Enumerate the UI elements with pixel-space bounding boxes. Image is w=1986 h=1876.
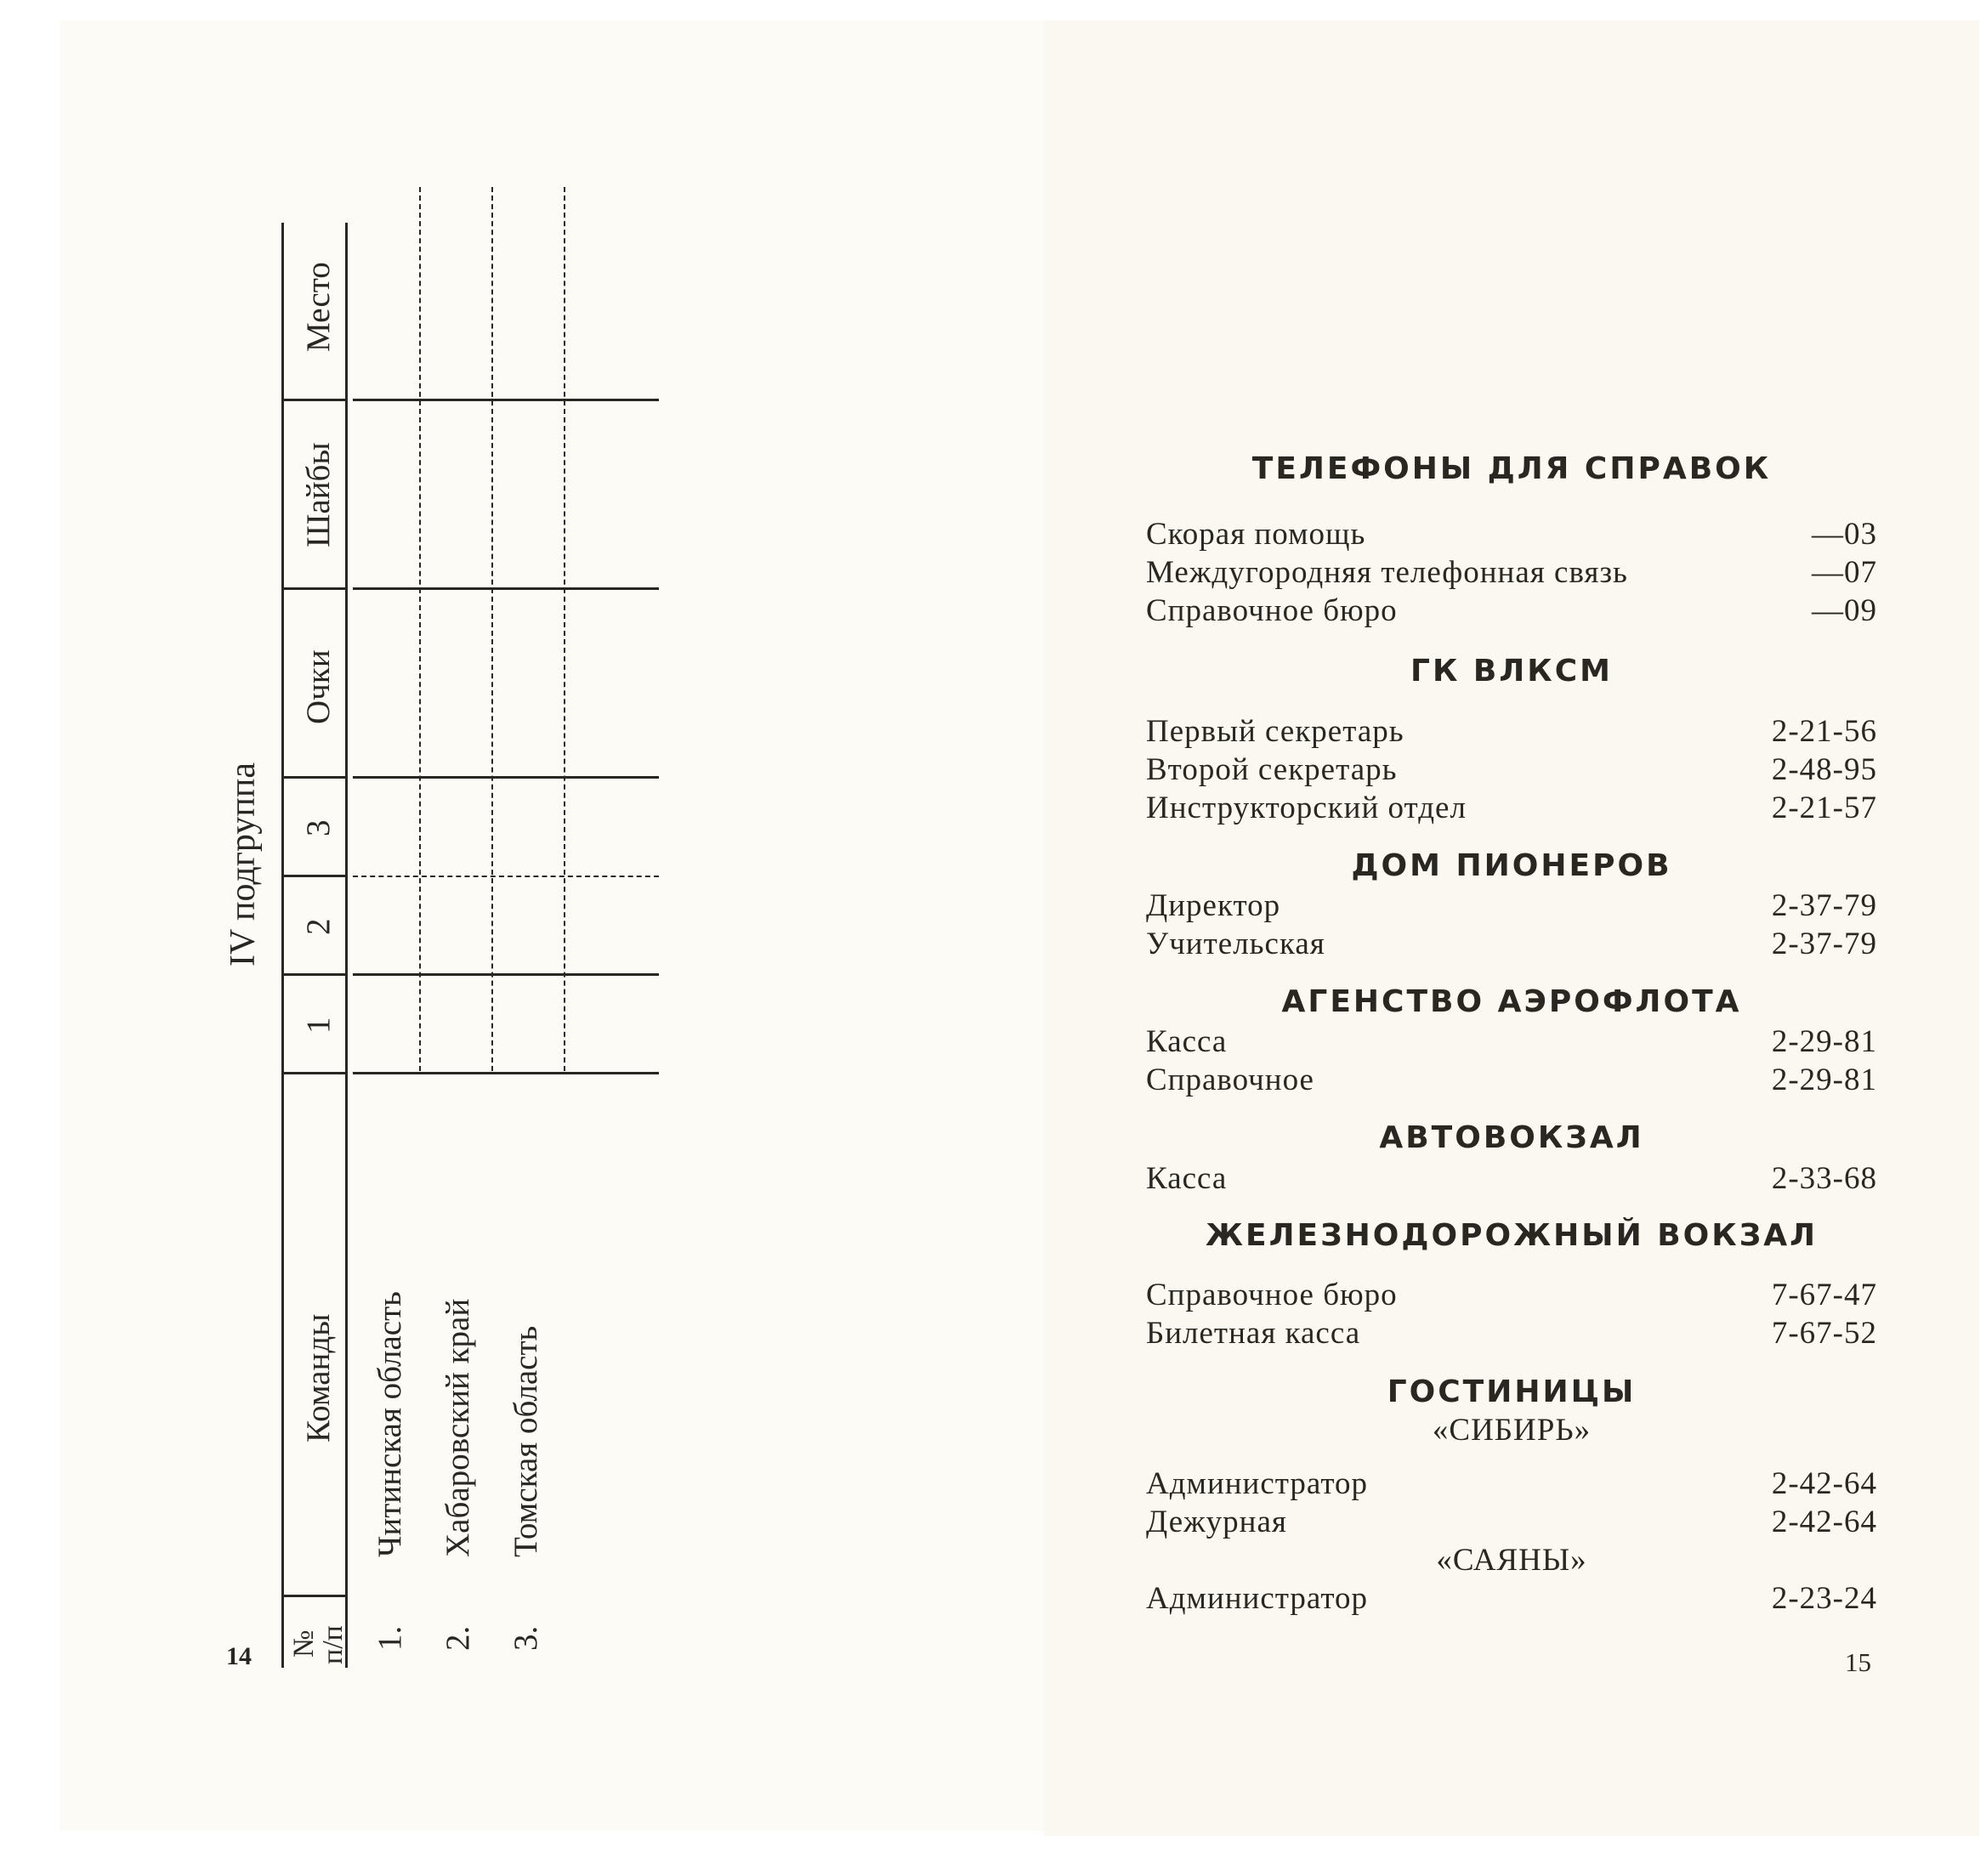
results-table (224, 189, 674, 1668)
entry-phone: 2-21-57 (1771, 791, 1877, 825)
section-title-pioneers-house: ДОМ ПИОНЕРОВ (1351, 848, 1672, 883)
header-separator (284, 587, 345, 590)
entry-phone: 2-42-64 (1771, 1505, 1877, 1539)
entry-label: Инструкторский отдел (1146, 791, 1467, 825)
directory-entry (1146, 1163, 1877, 1200)
right-page (1044, 20, 1979, 1836)
entry-phone: 2-29-81 (1771, 1063, 1877, 1097)
entry-phone: 2-29-81 (1771, 1024, 1877, 1059)
header-game-2: 2 (300, 918, 337, 935)
row-team: Хабаровский край (440, 1298, 476, 1557)
body-separator (353, 1072, 659, 1074)
directory-entry (1146, 1064, 1877, 1102)
row-separator (491, 187, 493, 1071)
hotel-name-sayany: «САЯНЫ» (1436, 1543, 1587, 1578)
header-game-1: 1 (300, 1017, 337, 1034)
directory-entry (1146, 890, 1877, 927)
row-separator (419, 187, 421, 1071)
entry-phone: 2-48-95 (1771, 752, 1877, 787)
row-separator (564, 187, 565, 1071)
row-team: Томская область (508, 1325, 544, 1557)
body-separator (353, 776, 659, 779)
entry-phone: 2-42-64 (1771, 1466, 1877, 1501)
table-top-border (281, 223, 284, 1668)
section-title-reference-phones: ТЕЛЕФОНЫ ДЛЯ СПРАВОК (1251, 451, 1772, 486)
entry-label: Справочное бюро (1146, 593, 1398, 628)
row-number: 3. (508, 1625, 544, 1651)
entry-label: Скорая помощь (1146, 517, 1366, 552)
entry-phone: —03 (1812, 517, 1877, 552)
header-separator (284, 776, 345, 779)
header-pucks: Шайбы (300, 442, 337, 547)
directory-entry (1146, 557, 1877, 594)
entry-phone: 2-21-56 (1771, 714, 1877, 749)
header-number-symbol: № (288, 1629, 320, 1658)
header-game-3: 3 (300, 819, 337, 836)
entry-phone: —09 (1812, 593, 1877, 628)
directory-entry (1146, 1026, 1877, 1063)
directory-entry (1146, 519, 1877, 556)
section-title-hotels: ГОСТИНИЦЫ (1387, 1374, 1637, 1409)
header-separator (284, 1072, 345, 1074)
section-title-railway-station: ЖЕЛЕЗНОДОРОЖНЫЙ ВОКЗАЛ (1205, 1218, 1819, 1253)
page-number-right: 15 (1845, 1647, 1871, 1677)
body-separator (353, 399, 659, 401)
entry-phone: 2-37-79 (1771, 927, 1877, 961)
entry-label: Администратор (1146, 1581, 1369, 1616)
entry-label: Междугородняя телефонная связь (1146, 555, 1628, 590)
header-separator (284, 875, 345, 877)
body-separator-dashed (353, 876, 659, 877)
entry-phone: —07 (1812, 555, 1877, 590)
entry-label: Администратор (1146, 1466, 1369, 1501)
entry-phone: 7-67-52 (1771, 1316, 1877, 1351)
hotel-name-sibir: «СИБИРЬ» (1432, 1413, 1592, 1448)
entry-label: Справочное (1146, 1063, 1314, 1097)
entry-label: Билетная касса (1146, 1316, 1361, 1351)
header-teams: Команды (300, 1313, 337, 1442)
directory-entry (1146, 1506, 1877, 1544)
header-separator (284, 1595, 345, 1597)
directory-entry (1146, 1318, 1877, 1355)
directory-entry (1146, 716, 1877, 753)
directory-entry (1146, 1468, 1877, 1505)
directory-entry (1146, 928, 1877, 966)
section-title-bus-station: АВТОВОКЗАЛ (1379, 1120, 1644, 1155)
row-team: Читинская область (372, 1291, 408, 1557)
entry-label: Справочное бюро (1146, 1278, 1398, 1312)
entry-label: Учительская (1146, 927, 1325, 961)
entry-label: Дежурная (1146, 1505, 1287, 1539)
directory-entry (1146, 1279, 1877, 1317)
entry-label: Касса (1146, 1024, 1228, 1059)
entry-label: Касса (1146, 1161, 1228, 1196)
entry-phone: 2-33-68 (1771, 1161, 1877, 1196)
page-number-left: 14 (226, 1642, 252, 1670)
entry-phone: 7-67-47 (1771, 1278, 1877, 1312)
entry-phone: 2-37-79 (1771, 888, 1877, 923)
body-separator (353, 973, 659, 976)
row-number: 1. (372, 1625, 408, 1651)
header-separator (284, 399, 345, 401)
header-points: Очки (300, 649, 337, 724)
directory-entry (1146, 595, 1877, 632)
header-separator (284, 973, 345, 976)
section-title-komsomol: ГК ВЛКСМ (1410, 654, 1613, 689)
subgroup-title: IV подгруппа (224, 762, 263, 966)
section-title-aeroflot: АГЕНСТВО АЭРОФЛОТА (1281, 984, 1742, 1019)
directory-entry (1146, 792, 1877, 830)
entry-phone: 2-23-24 (1771, 1581, 1877, 1616)
entry-label: Первый секретарь (1146, 714, 1404, 749)
directory-entry (1146, 1583, 1877, 1620)
body-separator (353, 587, 659, 590)
header-place: Место (300, 262, 337, 352)
entry-label: Директор (1146, 888, 1281, 923)
header-number-abbr: п/п (317, 1625, 349, 1664)
row-number: 2. (440, 1625, 476, 1651)
table-header-border (345, 223, 348, 1668)
entry-label: Второй секретарь (1146, 752, 1398, 787)
directory-entry (1146, 754, 1877, 791)
